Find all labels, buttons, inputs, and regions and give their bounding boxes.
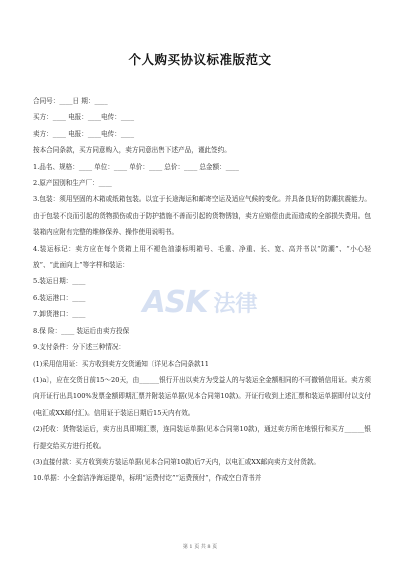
clause-5-shipment-date: 5.装运日期：____ xyxy=(33,277,86,286)
clause-9-payment: 9.支付条件：分下述三种情况： xyxy=(33,343,126,352)
clause-8-insurance: 8.保 险：____ 装运后由卖方投保 xyxy=(33,326,130,335)
document-title: 个人购买协议标准版范文 xyxy=(128,52,272,67)
clause-7-discharge-port: 7.卸货港口：____ xyxy=(33,310,86,319)
contract-number-line: 合同号：____日 期：____ xyxy=(33,97,108,105)
seller-line: 卖方：____ 电报：____电传：____ xyxy=(33,129,135,138)
payment-direct: (3)直接付款：买方收到卖方装运单据(见本合同第10款)后7天内，以电汇或XX邮向卖方支付货款。 xyxy=(33,457,321,466)
clause-4-marks: 4.装运标记：卖方应在每个货箱上用不褪色油漆标明箱号、毛重、净重、长、宽、高并书以“防潮”、“小心轻放”、“此面向上”等字样和装运： xyxy=(33,244,371,270)
document-body xyxy=(33,93,371,487)
clause-3-packing: 3.包装：须用坚固的木箱或纸箱包装。以宜于长途海运和邮寄空运及适应气候的变化。并具备良好的防潮抗震能力。由于包装不良而引起的货物损伤或由于防护措施不善而引起的货物锈蚀，卖方应赔偿由此而造成的全部损失费用。包装箱内应附有完整的维修保养、操作使用说明书。 xyxy=(33,195,371,237)
clause-6-loading-port: 6.装运港口：____ xyxy=(33,293,86,302)
watermark-cn: 法律 xyxy=(213,291,258,317)
buyer-line: 买方：____ 电报：____电传：____ xyxy=(33,113,135,122)
page-footer: 第 1 页 共 8 页 xyxy=(182,544,218,550)
agreement-intro: 按本合同条款，买方同意购入，卖方同意出售下述产品，谨此签约。 xyxy=(33,146,231,155)
watermark-latin: ASK xyxy=(142,284,208,320)
clause-2-origin: 2.原产国别和生产厂：____ xyxy=(33,179,112,188)
payment-collection: (2)托收：货物装运后，卖方出具即期汇票，连同装运单据(见本合同第10款)，通过卖方所在地银行和买方______银行提交给买方进行托收。 xyxy=(33,425,371,450)
clause-1-product: 1.品名、规格：____ 单位：____ 单价：____ 总价：____ 总金额：____ xyxy=(33,162,239,171)
payment-letter-of-credit-detail: (1)a〕，应在交货日前15～20天，由______银行开出以卖方为受益人的与装运全金额相同的不可撤销信用证。卖方须向开证行出具100%发票金额即期汇票并附装运单据(见本合同第10款)。开证行收到上述汇票和装运单据即付以支付(电汇或XX邮付汇)。信用证于装运日期后15天内有效。 xyxy=(33,375,371,417)
clause-10-documents: 10.单据：小全套洁净海运提单，标明“运费付讫”“运费预付”，作成空白背书并 xyxy=(33,474,262,483)
payment-letter-of-credit: (1)采用信用证：买方收到卖方交货通知〔详见本合同条款11 xyxy=(33,359,209,368)
